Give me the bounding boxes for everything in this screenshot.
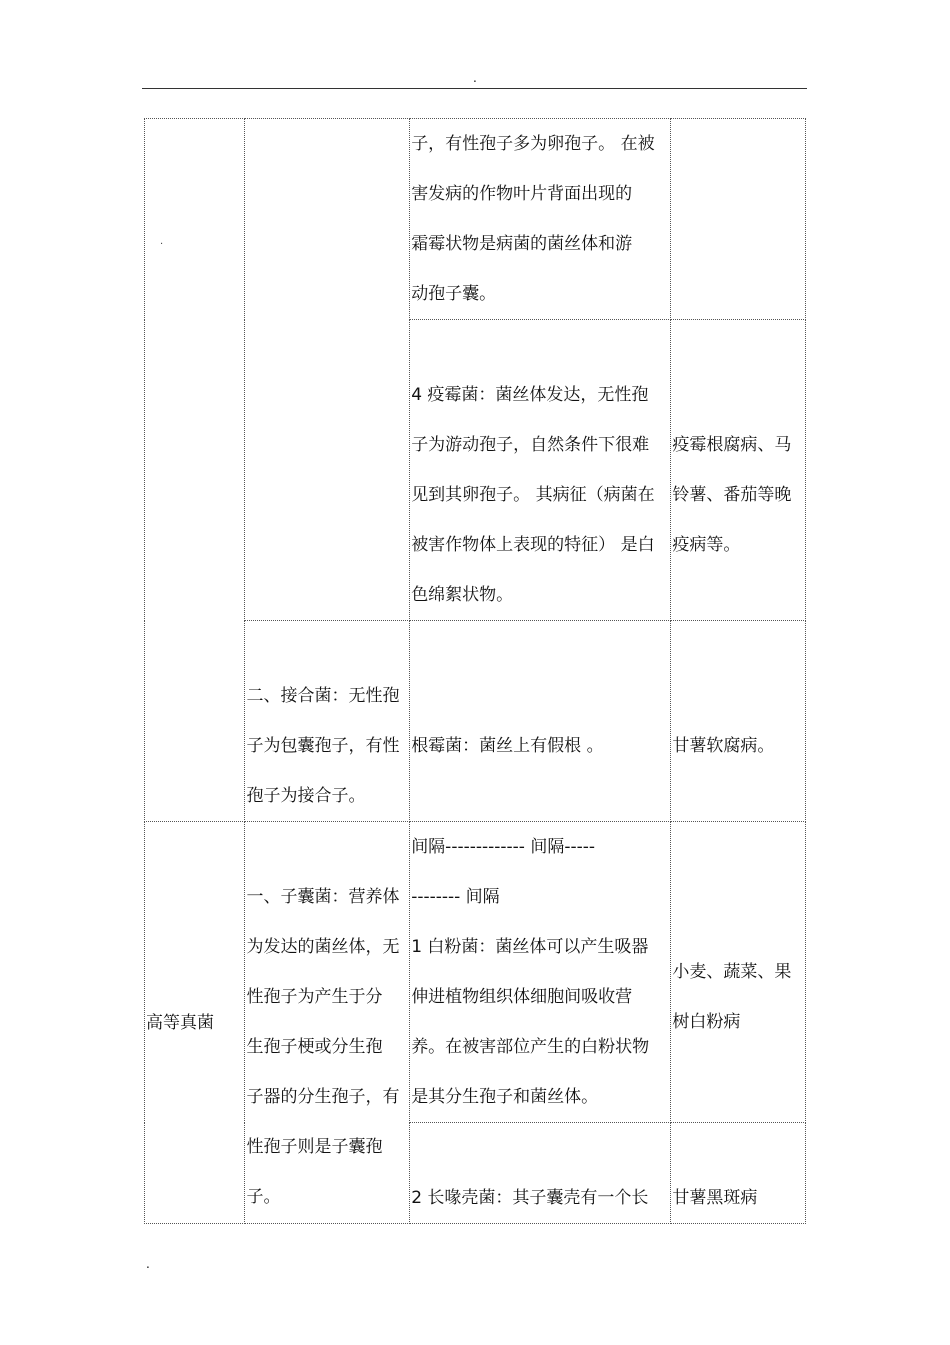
text-line: -------- 间隔: [411, 887, 500, 907]
cell-description: [410, 621, 671, 822]
text-line: 4 疫霉菌：菌丝体发达，无性孢: [411, 385, 649, 405]
text-line: 害发病的作物叶片背面出现的: [411, 184, 633, 204]
side-mark: ·: [160, 239, 164, 250]
table-row: [145, 119, 806, 320]
cell-group: [245, 621, 410, 822]
cell-description: [410, 1123, 671, 1224]
text-line: 子为包囊孢子，有性: [246, 736, 400, 756]
category-label: 高等真菌: [146, 1012, 214, 1033]
text-line: 树白粉病: [672, 1012, 741, 1032]
text-line: 间隔------------- 间隔-----: [411, 837, 596, 857]
text-line: 养。在被害部位产生的白粉状物: [411, 1037, 650, 1057]
cell-group: [245, 822, 410, 1224]
text-line: 小麦、蔬菜、果: [672, 962, 792, 982]
text-line: 动孢子囊。: [411, 284, 497, 304]
cell-disease-empty: [671, 119, 806, 320]
text-line: 色绵絮状物。: [411, 585, 514, 605]
text-line: 铃薯、番茄等晚: [672, 485, 792, 505]
text-line: 为发达的菌丝体，无: [246, 937, 400, 957]
text-line: 子为游动孢子，自然条件下很难: [411, 435, 650, 455]
text-line: 见到其卵孢子。 其病征（病菌在: [411, 485, 655, 505]
table-row: [145, 822, 806, 1123]
text-line: 甘薯黑斑病: [672, 1188, 758, 1208]
text-line: 是其分生孢子和菌丝体。: [411, 1087, 599, 1107]
text-line: 甘薯软腐病。: [672, 736, 775, 756]
text-line: 生孢子梗或分生孢: [246, 1037, 383, 1057]
text-line: 被害作物体上表现的特征） 是白: [411, 535, 655, 555]
text-line: 伸进植物组织体细胞间吸收营: [411, 987, 633, 1007]
text-line: 一、子囊菌：营养体: [246, 887, 400, 907]
text-line: 子。: [246, 1187, 281, 1207]
cell-disease: [671, 1123, 806, 1224]
text-line: 子器的分生孢子，有: [246, 1087, 400, 1107]
header-rule: [142, 88, 807, 89]
text-line: 根霉菌：菌丝上有假根 。: [411, 736, 604, 756]
text-line: 疫病等。: [672, 535, 741, 555]
fungi-table: [144, 118, 806, 1224]
text-line: 疫霉根腐病、马: [672, 435, 792, 455]
cell-description: [410, 320, 671, 621]
text-line: 孢子为接合子。: [246, 786, 366, 806]
text-line: 性孢子为产生于分: [246, 987, 383, 1007]
cell-disease: [671, 320, 806, 621]
text-line: 子，有性孢子多为卵孢子。 在被: [411, 134, 655, 154]
text-line: 2 长喙壳菌：其子囊壳有一个长: [411, 1188, 649, 1208]
cell-description: [410, 822, 671, 1123]
cell-description: [410, 119, 671, 320]
text-line: 霜霉状物是病菌的菌丝体和游: [411, 234, 633, 254]
text-line: 性孢子则是子囊孢: [246, 1137, 383, 1157]
header-mark: .: [473, 71, 477, 85]
cell-group-empty: [245, 119, 410, 621]
text-line: 1 白粉菌：菌丝体可以产生吸器: [411, 937, 649, 957]
text-line: 二、接合菌：无性孢: [246, 686, 400, 706]
footer-mark: .: [146, 1257, 150, 1271]
cell-category: [145, 822, 245, 1224]
cell-disease: [671, 621, 806, 822]
cell-disease: [671, 822, 806, 1123]
cell-category-empty: [145, 119, 245, 822]
